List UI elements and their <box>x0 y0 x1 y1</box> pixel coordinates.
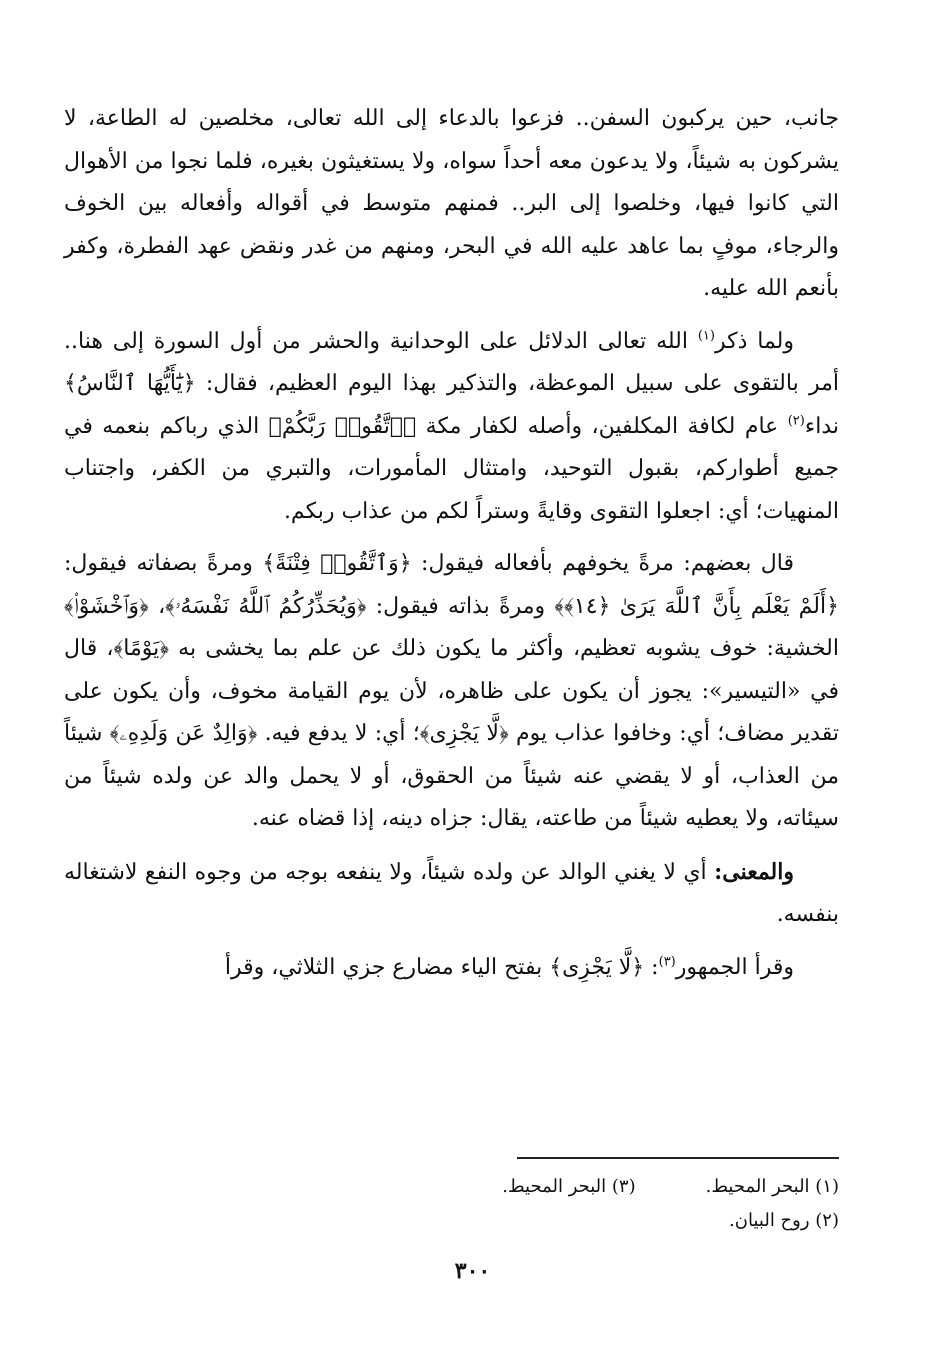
paragraph-2-text-c: عام لكافة المكلفين، وأصله لكفار مكة ﴿ٱتَّقُوا۟ رَبَّكُمْ﴾ الذي رباكم بنعمه في جميع أطواركم، بقبول التوحيد، وامتثال المأمورات، والتبري من الكفر، واجتناب المنهيات؛ أي: اجعلوا التقوى وقايةً وستراً لكم من عذاب ربكم. <box>64 413 839 524</box>
footnote-separator <box>517 1157 839 1159</box>
page-number: ٣٠٠ <box>454 1258 491 1284</box>
main-text <box>64 98 839 999</box>
footnote-3: (٣) البحر المحيط. <box>502 1176 636 1197</box>
paragraph-1 <box>64 98 839 311</box>
footnotes <box>64 1170 839 1238</box>
paragraph-2 <box>64 321 839 534</box>
paragraph-4-text: أي لا يغني الوالد عن ولده شيئاً، ولا ينفعه بوجه من وجوه النفع لاشتغاله بنفسه. <box>64 859 839 927</box>
paragraph-5-text-b: : ﴿لَّا يَجْزِى﴾ بفتح الياء مضارع جزي الثلاثي، وقرأ <box>224 954 659 980</box>
paragraph-5 <box>64 947 839 990</box>
paragraph-4-lead: والمعنى: <box>714 858 794 885</box>
footnote-row-2 <box>64 1204 839 1238</box>
paragraph-3 <box>64 543 839 841</box>
paragraph-1-text: جانب، حين يركبون السفن.. فزعوا بالدعاء إلى الله تعالى، مخلصين له الطاعة، لا يشركون به شيئاً، ولا يدعون معه أحداً سواه، ولا يستغيثون بغيره، فلما نجوا من الأهوال التي كانوا فيها، وخلصوا إلى البر.. فمنهم متوسط في أقواله وأفعاله بين الخوف والرجاء، موفٍ بما عاهد عليه الله في البحر، ومنهم من غدر ونقض عهد الفطرة، وكفر بأنعم الله عليه. <box>64 106 839 301</box>
paragraph-2-text-a: ولما ذكر <box>714 328 794 354</box>
paragraph-2-text-b: الله تعالى الدلائل على الوحدانية والحشر من أول السورة إلى هنا.. أمر بالتقوى على سبيل الموعظة، والتذكير بهذا اليوم العظيم، فقال: ﴿يَٰٓأَيُّهَا ٱلنَّاسُ﴾ نداء <box>64 328 839 439</box>
paragraph-4 <box>64 851 839 937</box>
paragraph-3-text: قال بعضهم: مرةً يخوفهم بأفعاله فيقول: ﴿وَٱتَّقُوا۟ فِتْنَةً﴾ ومرةً بصفاته فيقول: ﴿أَلَمْ يَعْلَم بِأَنَّ ٱللَّهَ يَرَىٰ ﴿١٤﴾﴾ ومرةً بذاته فيقول: ﴿وَيُحَذِّرُكُمُ ٱللَّهُ نَفْسَهُۥ﴾، ﴿وَٱخْشَوْا۟﴾ الخشية: خوف يشوبه تعظيم، وأكثر ما يكون ذلك عن علم بما يخشى به ﴿يَوْمًا﴾، قال في «التيسير»: يجوز أن يكون على ظاهره، لأن يوم القيامة مخوف، وأن يكون على تقدير مضاف؛ أي: وخافوا عذاب يوم ﴿لَّا يَجْزِى﴾؛ أي: لا يدفع فيه. ﴿وَالِدٌ عَن وَلَدِهِۦ﴾ شيئاً من العذاب، أو لا يقضي عنه شيئاً من الحقوق، أو لا يحمل والد عن ولده شيئاً من سيئاته، ولا يعطيه شيئاً من طاعته، يقال: جزاه دينه، إذا قضاه عنه. <box>64 551 839 831</box>
footnote-ref-2: (٢) <box>787 413 805 429</box>
paragraph-5-text-a: وقرأ الجمهور <box>675 954 794 980</box>
footnote-ref-1: (١) <box>697 328 715 344</box>
footnote-row-1 <box>64 1170 839 1204</box>
footnote-1: (١) البحر المحيط. <box>705 1176 839 1197</box>
footnote-ref-3: (٣) <box>658 954 676 970</box>
footnote-2: (٢) روح البيان. <box>729 1210 839 1231</box>
